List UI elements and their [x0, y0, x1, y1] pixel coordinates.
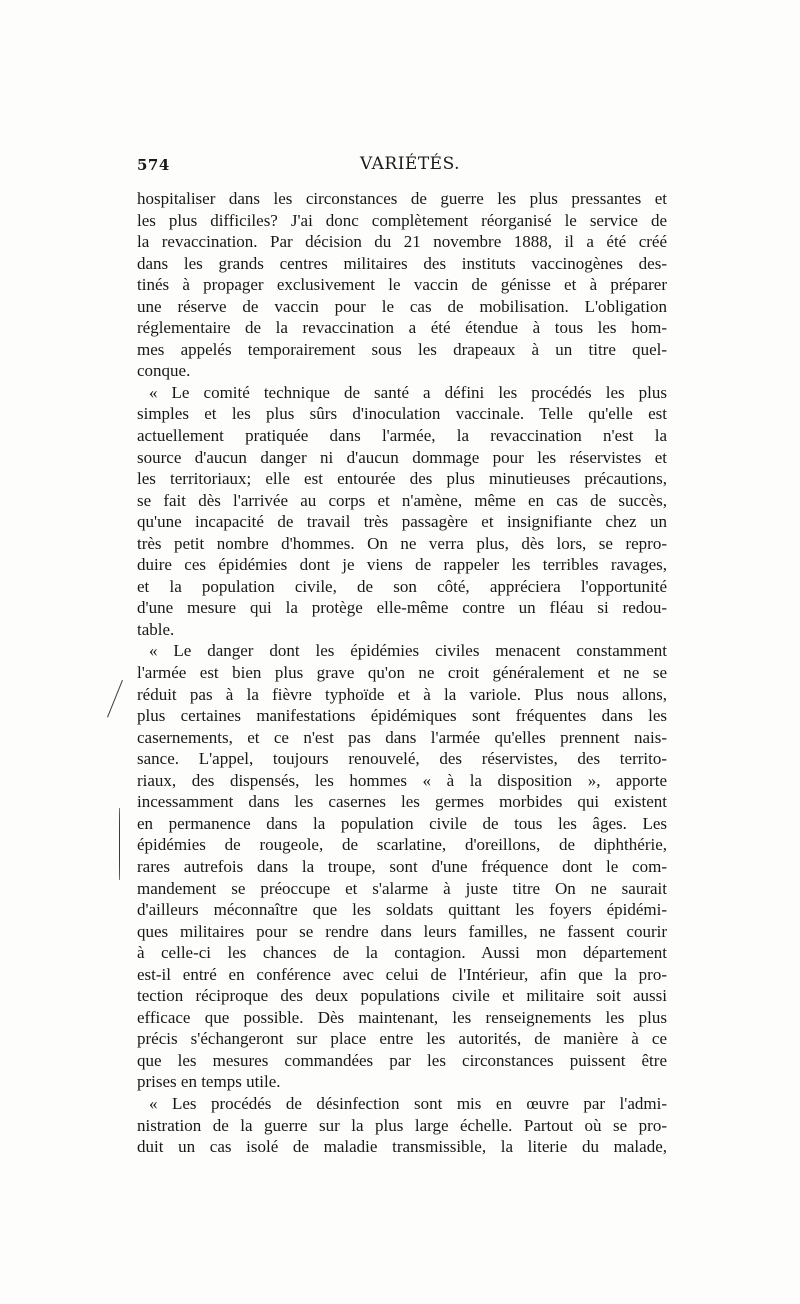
text-line: précis s'échangeront sur place entre les autorités, de manière à ce	[137, 1029, 667, 1049]
margin-pencil-mark	[107, 680, 123, 717]
text-line: « Le comité technique de santé a défini les procédés les plus	[149, 382, 667, 402]
text-line: plus certaines manifestations épidémiques sont fréquentes dans les	[137, 706, 667, 726]
text-line: et la population civile, de son côté, appréciera l'opportunité	[137, 576, 667, 596]
text-line: mandement se préoccupe et s'alarme à juste titre On ne saurait	[137, 878, 667, 898]
text-line: qu'une incapacité de travail très passagère et insignifiante chez un	[137, 512, 667, 532]
text-line: d'ailleurs méconnaître que les soldats quittant les foyers épidémi-	[137, 900, 667, 920]
text-line: une réserve de vaccin pour le cas de mobilisation. L'obligation	[137, 296, 667, 316]
text-line: table.	[137, 619, 175, 639]
text-line: réglementaire de la revaccination a été étendue à tous les hom-	[137, 318, 667, 338]
text-line: dans les grands centres militaires des instituts vaccinogènes des-	[137, 253, 667, 273]
text-line: sance. L'appel, toujours renouvelé, des réservistes, des territo-	[137, 749, 667, 769]
text-line: très petit nombre d'hommes. On ne verra plus, dès lors, se repro-	[137, 533, 667, 553]
text-line: source d'aucun danger ni d'aucun dommage pour les réservistes et	[137, 447, 667, 467]
text-line: l'armée est bien plus grave qu'on ne croit généralement et ne se	[137, 663, 667, 683]
text-line: la revaccination. Par décision du 21 novembre 1888, il a été créé	[137, 232, 667, 252]
text-line: conque.	[137, 361, 191, 381]
text-line: épidémies de rougeole, de scarlatine, d'oreillons, de diphthérie,	[137, 835, 667, 855]
text-line: mes appelés temporairement sous les drapeaux à un titre quel-	[137, 339, 667, 359]
text-line: hospitaliser dans les circonstances de guerre les plus pressantes et	[137, 189, 667, 208]
text-line: se fait dès l'arrivée au corps et n'amène, même en cas de succès,	[137, 490, 667, 510]
page-number: 574	[137, 156, 170, 174]
text-line: casernements, et ce n'est pas dans l'armée qu'elles prennent nais-	[137, 727, 667, 747]
text-line: en permanence dans la population civile de tous les âges. Les	[137, 813, 667, 833]
text-line: d'une mesure qui la protège elle-même contre un fléau si redou-	[137, 598, 667, 618]
text-line: à celle-ci les chances de la contagion. Aussi mon département	[137, 943, 667, 963]
text-line: tection réciproque des deux populations civile et militaire soit aussi	[137, 986, 667, 1006]
margin-bracket-mark	[119, 808, 120, 880]
text-line: que les mesures commandées par les circonstances puissent être	[137, 1050, 667, 1070]
text-line: simples et les plus sûrs d'inoculation vaccinale. Telle qu'elle est	[137, 404, 667, 424]
text-line: riaux, des dispensés, les hommes « à la disposition », apporte	[137, 770, 667, 790]
body-text	[137, 188, 667, 1158]
text-line: duit un cas isolé de maladie transmissible, la literie du malade,	[137, 1137, 667, 1157]
text-line: incessamment dans les casernes les germes morbides qui existent	[137, 792, 667, 812]
text-line: duire ces épidémies dont je viens de rappeler les terribles ravages,	[137, 555, 667, 575]
running-title: VARIÉTÉS.	[360, 154, 461, 174]
page-header	[137, 152, 667, 182]
text-line: rares autrefois dans la troupe, sont d'une fréquence dont le com-	[137, 856, 667, 876]
text-line: actuellement pratiquée dans l'armée, la revaccination n'est la	[137, 426, 667, 446]
text-line: est-il entré en conférence avec celui de l'Intérieur, afin que la pro-	[137, 964, 667, 984]
text-line: efficace que possible. Dès maintenant, les renseignements les plus	[137, 1007, 667, 1027]
text-line: réduit pas à la fièvre typhoïde et à la variole. Plus nous allons,	[137, 684, 667, 704]
text-line: nistration de la guerre sur la plus large échelle. Partout où se pro-	[137, 1115, 667, 1135]
text-line: ques militaires pour se rendre dans leurs familles, ne fassent courir	[137, 921, 667, 941]
text-line: les plus difficiles? J'ai donc complètement réorganisé le service de	[137, 210, 667, 230]
text-line: tinés à propager exclusivement le vaccin de génisse et à préparer	[137, 275, 667, 295]
text-line: « Le danger dont les épidémies civiles menacent constamment	[149, 641, 667, 661]
text-line: les territoriaux; elle est entourée des plus minutieuses précautions,	[137, 469, 667, 489]
text-line: « Les procédés de désinfection sont mis en œuvre par l'admi-	[149, 1093, 667, 1113]
text-line: prises en temps utile.	[137, 1072, 281, 1092]
